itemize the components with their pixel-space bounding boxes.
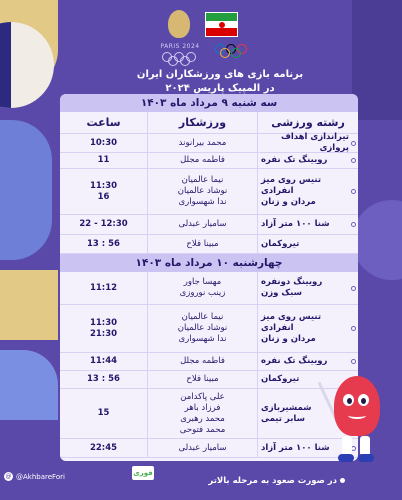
schedule-row <box>60 371 358 389</box>
schedule-row <box>60 305 358 353</box>
athlete-cell <box>148 353 258 370</box>
sport-cell <box>258 235 358 253</box>
time-cell <box>60 153 148 168</box>
day-header-tuesday: سه شنبه ۹ مرداد ماه ۱۴۰۳ <box>60 94 358 112</box>
day-1-rows <box>60 134 358 254</box>
title-line-1: برنامه بازی های ورزشکاران ایران <box>136 69 304 80</box>
schedule-row <box>60 153 358 169</box>
schedule-row <box>60 134 358 153</box>
time-cell-line: 10:30 <box>89 137 118 148</box>
schedule-row <box>60 389 358 439</box>
athlete-cell <box>148 153 258 168</box>
phryge-mascot-icon <box>328 370 386 470</box>
sport-cell-line: مردان و زنان <box>261 197 316 207</box>
day-2-rows <box>60 272 358 458</box>
dot-icon <box>340 478 345 483</box>
time-cell <box>60 353 148 370</box>
sport-cell-line: تنیس روی میز <box>261 175 322 185</box>
athlete-cell-line: سامیار عبدلی <box>178 219 227 229</box>
athlete-cell-line: فاطمه مجلل <box>180 356 225 366</box>
athlete-cell-line: مبینا فلاح <box>186 374 219 384</box>
time-cell-line: 22:45 <box>89 442 118 453</box>
time-cell <box>60 169 148 214</box>
decor-blue-block <box>0 120 52 260</box>
sport-cell <box>258 153 358 168</box>
athlete-cell-line: محمد فتوحی <box>179 424 226 435</box>
header-time: ساعت <box>60 112 148 133</box>
time-cell-line: 21:30 <box>89 328 118 339</box>
decor-right-wedge <box>352 0 402 120</box>
olympic-rings-icon <box>162 52 198 64</box>
athlete-cell-line: ندا شهسواری <box>178 334 227 344</box>
athlete-cell <box>148 439 258 457</box>
schedule-row <box>60 272 358 305</box>
sport-cell-line: تیراندازی اهداف پروازی <box>280 132 349 153</box>
header-athlete: ورزشکار <box>148 112 258 133</box>
sport-cell-line: تیروکمان <box>261 238 300 249</box>
athlete-cell-line: محمد بیرانوند <box>178 137 227 148</box>
schedule-row <box>60 353 358 371</box>
title-line-2: در المپیک پاریس ۲۰۲۴ <box>165 83 275 94</box>
time-cell <box>60 235 148 253</box>
athlete-cell <box>148 169 258 214</box>
sport-cell-line: رویینگ تک نفره <box>261 155 328 165</box>
athlete-cell-line: محمد رهبری <box>180 413 225 424</box>
athlete-cell-line: نیما عالمیان <box>181 312 224 322</box>
athlete-cell <box>148 272 258 304</box>
sport-cell-line: سابر تیمی <box>261 413 305 424</box>
bullet-dot-icon <box>351 158 356 163</box>
schedule-panel <box>60 94 358 461</box>
sport-cell-line: شنا ۱۰۰ متر آزاد <box>261 219 330 229</box>
bullet-dot-icon <box>351 222 356 227</box>
header-sport: رشته ورزشی <box>271 116 345 129</box>
athlete-cell-line: زینب نوروزی <box>179 288 226 298</box>
decor-right-circle <box>352 200 402 280</box>
bullet-dot-icon <box>351 286 356 291</box>
athlete-cell <box>148 371 258 388</box>
time-cell-line: 22 - 12:30 <box>79 219 128 229</box>
athlete-cell <box>148 134 258 152</box>
iran-flag-icon <box>205 12 238 37</box>
athlete-cell-line: مبینا فلاح <box>186 238 219 249</box>
time-cell-line: 11:12 <box>89 282 118 293</box>
schedule-row <box>60 439 358 458</box>
athlete-cell-line: ندا شهسواری <box>178 197 227 207</box>
time-cell-line: 11:44 <box>89 356 118 366</box>
sport-cell <box>258 353 358 370</box>
time-cell-line: 13 : 56 <box>87 238 120 249</box>
time-cell <box>60 215 148 234</box>
bullet-dot-icon <box>351 326 356 331</box>
decor-yellow-block-2 <box>0 270 58 340</box>
time-cell <box>60 371 148 388</box>
at-icon: @ <box>5 473 12 480</box>
time-cell <box>60 134 148 152</box>
paris-2024-flame-icon <box>168 10 190 38</box>
time-cell-line: 11:30 <box>89 180 118 191</box>
sport-cell <box>258 305 358 352</box>
athlete-cell-line: فرزاد باهر <box>184 402 221 413</box>
athlete-cell <box>148 305 258 352</box>
sport-cell-line: انفرادی <box>261 186 294 196</box>
schedule-row <box>60 215 358 235</box>
bullet-dot-icon <box>351 141 356 146</box>
time-cell-line: 11:30 <box>89 317 118 328</box>
athlete-cell <box>148 389 258 438</box>
sport-cell-line: رویینگ دونفره <box>261 277 323 287</box>
social-handle <box>4 472 65 481</box>
olympic-rings-icon-small <box>215 44 247 56</box>
sport-cell <box>258 169 358 214</box>
athlete-cell-line: نوشاد عالمیان <box>177 323 228 333</box>
footnote-text: در صورت صعود به مرحله بالاتر <box>208 476 337 486</box>
athlete-cell-line: نوشاد عالمیان <box>177 186 228 196</box>
time-cell <box>60 305 148 352</box>
footnote <box>160 476 345 486</box>
bullet-dot-icon <box>351 359 356 364</box>
time-cell <box>60 272 148 304</box>
time-cell-line: 13 : 56 <box>87 374 120 384</box>
sport-cell <box>258 134 358 152</box>
athlete-cell-line: علی پاکدامن <box>180 391 225 402</box>
bullet-dot-icon <box>351 189 356 194</box>
time-cell-line: 15 <box>97 408 110 418</box>
time-cell-line: 11 <box>97 155 110 165</box>
time-cell-line: 16 <box>97 191 110 202</box>
time-cell <box>60 439 148 457</box>
schedule-row <box>60 235 358 254</box>
decor-blue-block-2 <box>0 350 58 420</box>
logo-text: PARIS 2024 <box>160 43 200 50</box>
schedule-row <box>60 169 358 215</box>
page-title <box>110 68 330 96</box>
sport-cell-line: شمشیربازی <box>261 402 312 413</box>
news-logo: فوری <box>132 466 154 480</box>
sport-cell-line: تیروکمان <box>261 374 300 384</box>
sport-cell <box>258 215 358 234</box>
athlete-cell <box>148 215 258 234</box>
athlete-cell-line: مهسا جاور <box>183 277 222 287</box>
decor-half-circle <box>0 22 11 108</box>
athlete-cell-line: سامیار عبدلی <box>178 442 227 453</box>
day-header-wednesday: چهارشنبه ۱۰ مرداد ماه ۱۴۰۳ <box>60 254 358 272</box>
sport-cell-line: انفرادی <box>261 323 294 333</box>
time-cell <box>60 389 148 438</box>
sport-cell-line: شنا ۱۰۰ متر آزاد <box>261 442 330 453</box>
sport-cell-line: تنیس روی میز <box>261 312 322 322</box>
athlete-cell-line: نیما عالمیان <box>181 175 224 185</box>
handle-text: @AkhbareFori <box>16 472 65 481</box>
sport-cell <box>258 272 358 304</box>
paris-2024-logo <box>150 8 210 68</box>
sport-cell-line: مردان و زنان <box>261 334 316 344</box>
athlete-cell <box>148 235 258 253</box>
column-headers <box>60 112 358 134</box>
athlete-cell-line: فاطمه مجلل <box>180 155 225 165</box>
sport-cell-line: سبک وزن <box>261 288 302 298</box>
sport-cell-line: رویینگ تک نفره <box>261 356 328 366</box>
